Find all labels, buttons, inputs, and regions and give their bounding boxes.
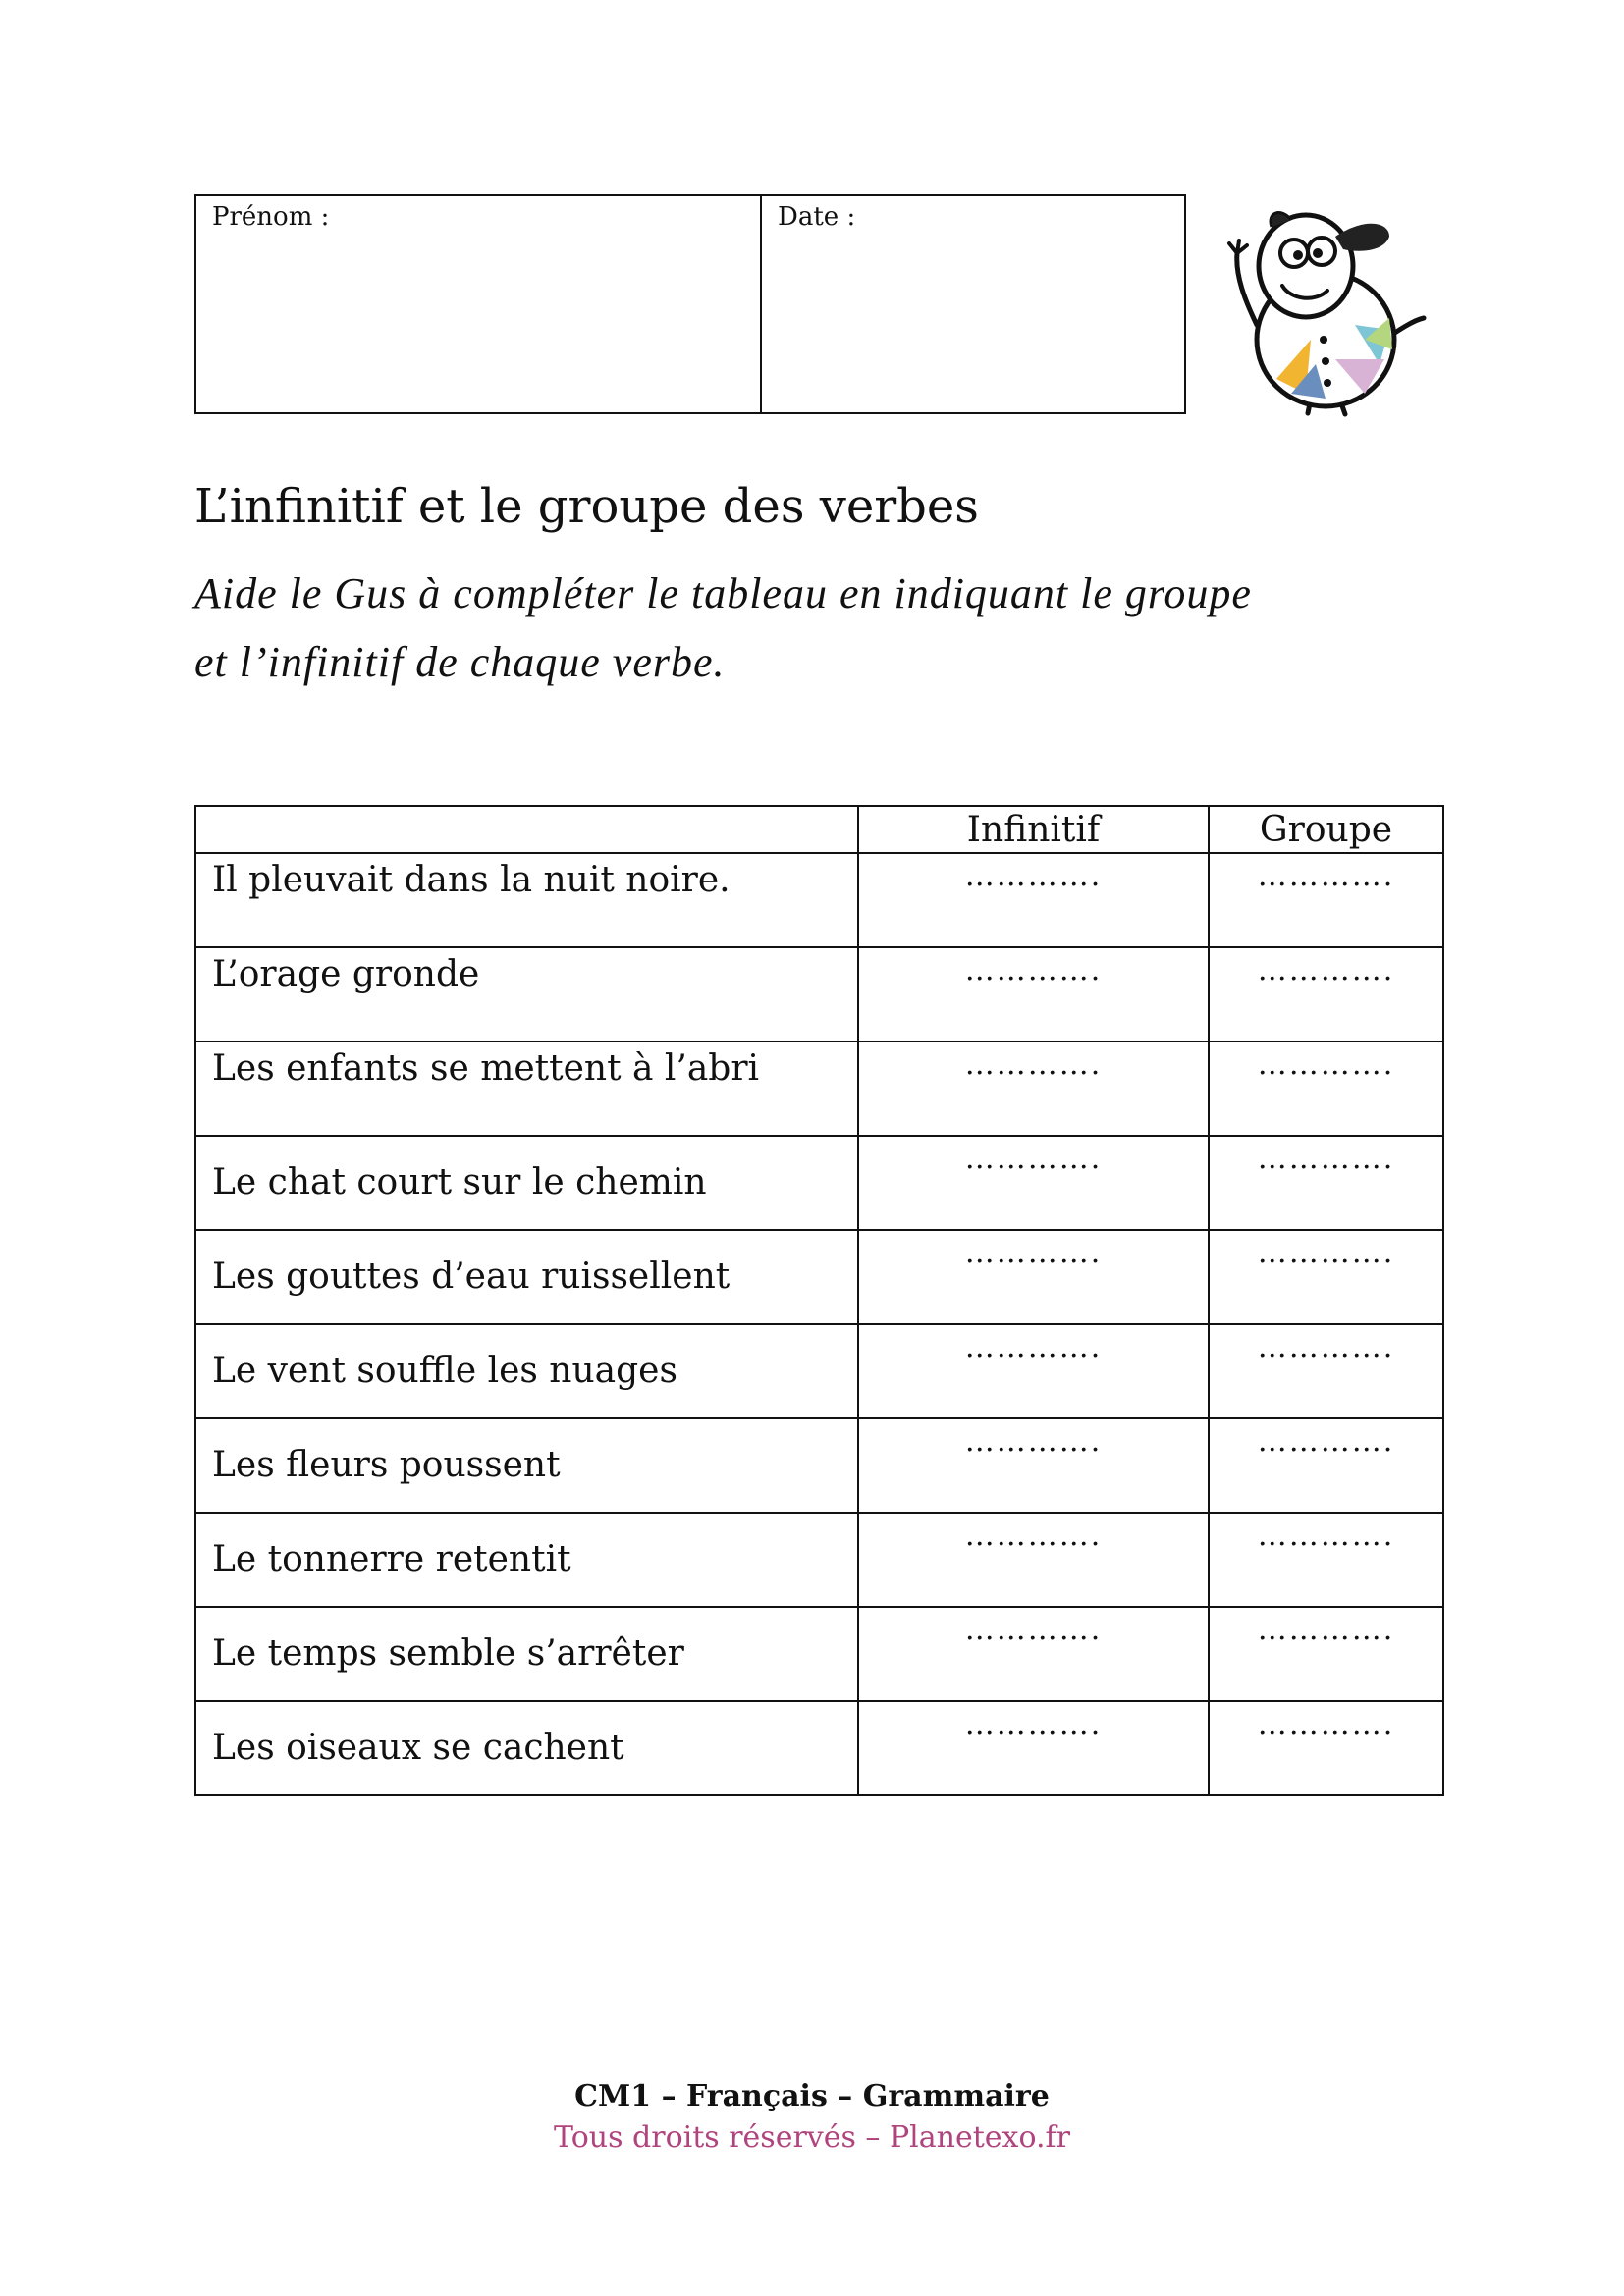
column-header-infinitif: Infinitif [858,806,1209,853]
sentence-cell [195,1607,858,1701]
groupe-answer[interactable] [1209,947,1443,1041]
answer-blank: …………. [1257,1236,1395,1270]
instruction-line-2: et l’infinitif de chaque verbe. [194,638,726,686]
prenom-label: Prénom : [212,202,330,232]
footer-copyright: Tous droits réservés – Planetexo.fr [554,2120,1070,2155]
sentence-text: L’orage gronde [212,954,480,994]
table-row [195,1418,1443,1513]
sentence-text: Les fleurs poussent [212,1445,561,1485]
sheep-mascot-icon [1218,192,1434,418]
infinitif-answer[interactable] [858,1324,1209,1418]
infinitif-answer[interactable] [858,1041,1209,1136]
infinitif-answer[interactable] [858,1607,1209,1701]
table-row [195,1701,1443,1795]
answer-blank: …………. [1257,859,1395,893]
table-row [195,853,1443,947]
date-field[interactable] [762,196,1184,412]
sentence-cell [195,1041,858,1136]
groupe-answer[interactable] [1209,1324,1443,1418]
answer-blank: …………. [1257,1519,1395,1553]
groupe-answer[interactable] [1209,1513,1443,1607]
answer-blank: …………. [964,1047,1103,1082]
answer-blank: …………. [964,1424,1103,1459]
prenom-field[interactable] [196,196,762,412]
answer-blank: …………. [964,1519,1103,1553]
answer-blank: …………. [1257,1707,1395,1741]
table-row [195,947,1443,1041]
sentence-cell [195,947,858,1041]
answer-blank: …………. [1257,1047,1395,1082]
student-info-box [194,194,1186,414]
sentence-cell [195,853,858,947]
sentence-cell [195,1230,858,1324]
page-title: L’infinitif et le groupe des verbes [194,479,979,534]
instruction-line-1: Aide le Gus à compléter le tableau en indiquant le groupe [194,569,1252,617]
column-header-sentence [195,806,858,853]
groupe-answer[interactable] [1209,1701,1443,1795]
answer-blank: …………. [964,1707,1103,1741]
infinitif-answer[interactable] [858,1418,1209,1513]
answer-blank: …………. [1257,1142,1395,1176]
table-row [195,1230,1443,1324]
date-label: Date : [778,202,856,232]
sentence-text: Les oiseaux se cachent [212,1728,624,1768]
table-row [195,1041,1443,1136]
sentence-text: Les enfants se mettent à l’abri [212,1048,760,1089]
instruction-text [194,560,1451,697]
exercise-table [194,805,1444,1796]
groupe-answer[interactable] [1209,1418,1443,1513]
sentence-cell [195,1418,858,1513]
groupe-answer[interactable] [1209,1041,1443,1136]
sentence-text: Les gouttes d’eau ruissellent [212,1256,731,1297]
sentence-text: Le vent souffle les nuages [212,1351,677,1391]
sentence-text: Le tonnerre retentit [212,1539,571,1579]
groupe-answer[interactable] [1209,853,1443,947]
answer-blank: …………. [1257,1424,1395,1459]
answer-blank: …………. [1257,1330,1395,1364]
answer-blank: …………. [964,859,1103,893]
answer-blank: …………. [964,1613,1103,1647]
sentence-cell [195,1324,858,1418]
infinitif-answer[interactable] [858,1136,1209,1230]
sentence-text: Le temps semble s’arrêter [212,1633,684,1674]
table-header-row [195,806,1443,853]
infinitif-answer[interactable] [858,947,1209,1041]
infinitif-answer[interactable] [858,853,1209,947]
table-row [195,1136,1443,1230]
column-header-groupe: Groupe [1209,806,1443,853]
sentence-text: Le chat court sur le chemin [212,1162,707,1202]
groupe-answer[interactable] [1209,1230,1443,1324]
sentence-cell [195,1136,858,1230]
answer-blank: …………. [1257,1613,1395,1647]
infinitif-answer[interactable] [858,1513,1209,1607]
sentence-cell [195,1701,858,1795]
answer-blank: …………. [964,1330,1103,1364]
answer-blank: …………. [964,1142,1103,1176]
answer-blank: …………. [1257,953,1395,988]
infinitif-answer[interactable] [858,1701,1209,1795]
answer-blank: …………. [964,1236,1103,1270]
table-row [195,1607,1443,1701]
infinitif-answer[interactable] [858,1230,1209,1324]
groupe-answer[interactable] [1209,1607,1443,1701]
footer-course-label: CM1 – Français – Grammaire [574,2079,1050,2113]
answer-blank: …………. [964,953,1103,988]
sentence-text: Il pleuvait dans la nuit noire. [212,860,731,900]
table-row [195,1324,1443,1418]
table-row [195,1513,1443,1607]
sentence-cell [195,1513,858,1607]
groupe-answer[interactable] [1209,1136,1443,1230]
